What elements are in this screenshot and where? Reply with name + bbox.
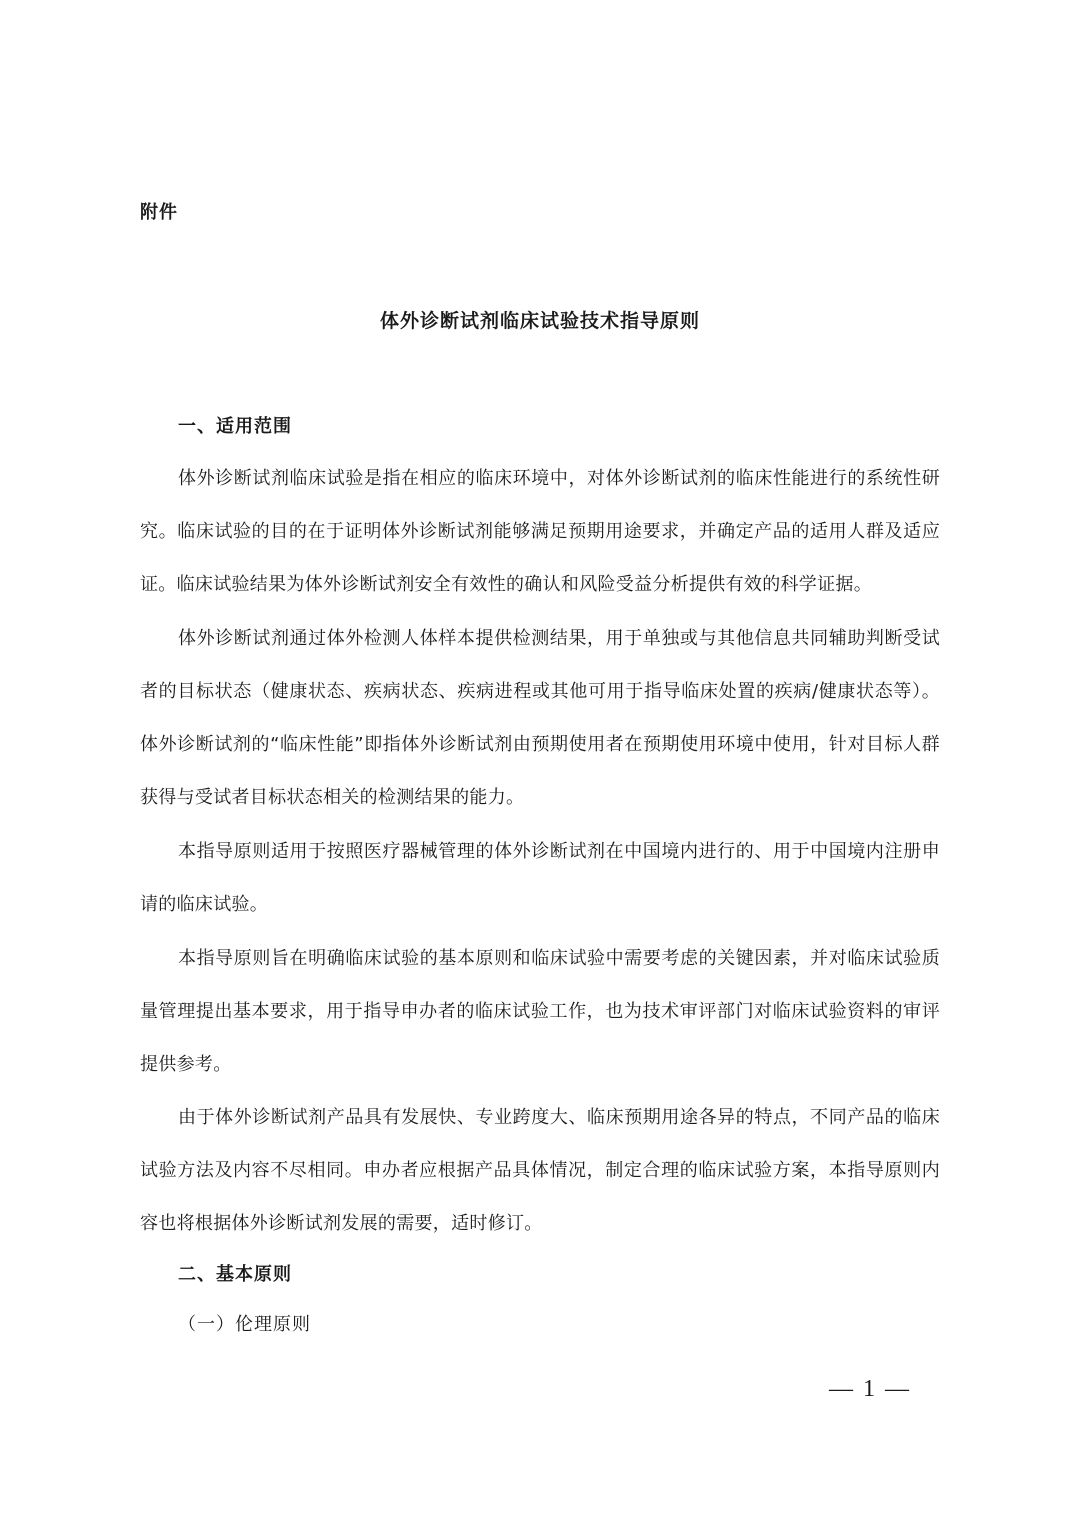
paragraph-2: 体外诊断试剂通过体外检测人体样本提供检测结果，用于单独或与其他信息共同辅助判断受试者的目标状态（健康状态、疾病状态、疾病进程或其他可用于指导临床处置的疾病/健康状态等）。体外诊断试剂的“临床性能”即指体外诊断试剂由预期使用者在预期使用环境中使用，针对目标人群获得与受试者目标状态相关的检测结果的能力。 (140, 628, 940, 808)
paragraph-3: 本指导原则适用于按照医疗器械管理的体外诊断试剂在中国境内进行的、用于中国境内注册申请的临床试验。 (140, 841, 940, 915)
page-number: — 1 — (829, 1376, 911, 1402)
section-1-heading: 一、适用范围 (178, 416, 292, 437)
paragraph-4: 本指导原则旨在明确临床试验的基本原则和临床试验中需要考虑的关键因素，并对临床试验质量管理提出基本要求，用于指导申办者的临床试验工作，也为技术审评部门对临床试验资料的审评提供参考。 (140, 948, 940, 1075)
paragraph-5: 由于体外诊断试剂产品具有发展快、专业跨度大、临床预期用途各异的特点，不同产品的临床试验方法及内容不尽相同。申办者应根据产品具体情况，制定合理的临床试验方案，本指导原则内容也将根据体外诊断试剂发展的需要，适时修订。 (140, 1107, 940, 1234)
document-title: 体外诊断试剂临床试验技术指导原则 (379, 310, 700, 332)
attachment-label: 附件 (140, 202, 178, 223)
section-2-subheading: （一）伦理原则 (178, 1314, 311, 1335)
paragraph-1: 体外诊断试剂临床试验是指在相应的临床环境中，对体外诊断试剂的临床性能进行的系统性研究。临床试验的目的在于证明体外诊断试剂能够满足预期用途要求，并确定产品的适用人群及适应证。临床试验结果为体外诊断试剂安全有效性的确认和风险受益分析提供有效的科学证据。 (140, 468, 940, 595)
section-2-heading: 二、基本原则 (178, 1264, 292, 1285)
